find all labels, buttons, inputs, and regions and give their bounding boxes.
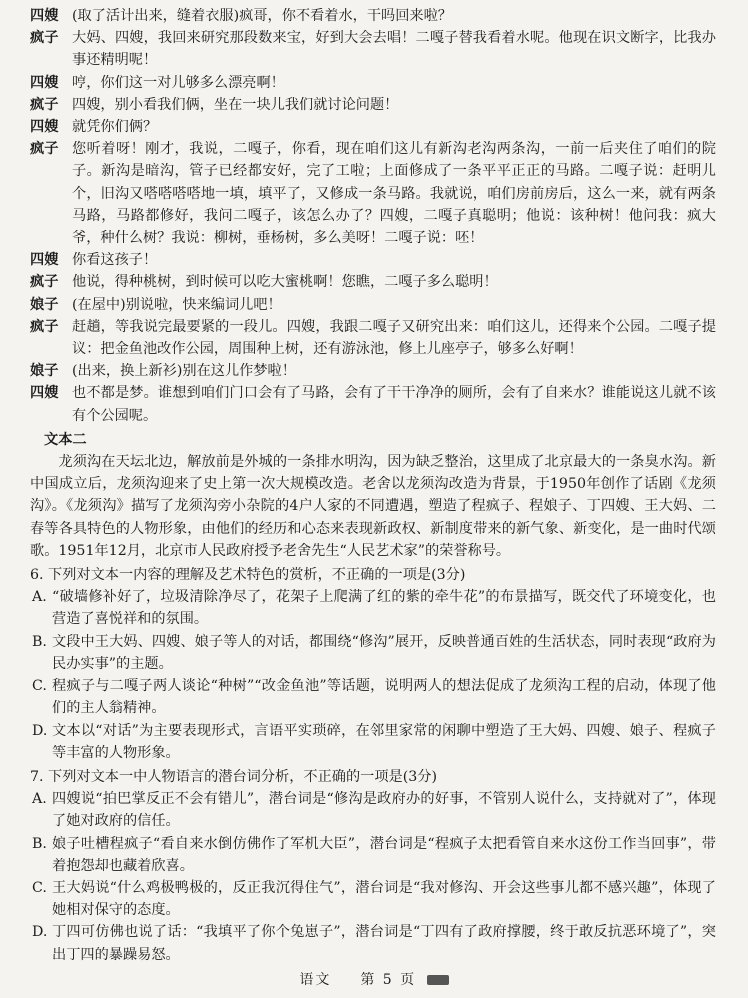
dialogue-line <box>30 294 716 316</box>
option-b <box>30 833 716 877</box>
speaker-name: 四嫂 <box>30 385 59 402</box>
option-label: C. <box>32 678 47 695</box>
question-stem: 7. 下列对文本一中人物语言的潜台词分析，不正确的一项是(3分) <box>30 768 438 785</box>
option-c <box>30 877 716 921</box>
option-a <box>30 788 716 832</box>
option-text: 王大妈说“什么鸡极鸭极的，反正我沉得住气”，潜台词是“我对修沟、开会这些事儿都不感兴趣”，体现了她相对保守的态度。 <box>52 879 716 919</box>
option-label: A. <box>32 589 47 606</box>
dialogue-text: 您听着呀！刚才，我说，二嘎子，你看，现在咱们这儿有新沟老沟两条沟，一前一后夹住了咱们的院子。新沟是暗沟，管子已经都安好，完了工啦；上面修成了一条平平正正的马路。二嘎子说：赶明儿个，旧沟又嗒嗒嗒嗒地一填，填平了，又修成一条马路。我就说，咱们房前房后，这么一来，就有两条马路，马路都修好，我问二嘎子，该怎么办了？四嫂，二嘎子真聪明；他说：该种树！他问我：疯大爷，种什么树？我说：柳树，垂杨树，多么美呀！二嘎子说：呸！ <box>72 141 716 247</box>
footer-mark <box>427 975 449 985</box>
dialogue-line <box>30 316 716 360</box>
text2-title: 文本二 <box>44 431 87 448</box>
option-label: B. <box>32 835 47 852</box>
dialogue-text: (出来，换上新衫)别在这儿作梦啦！ <box>72 363 296 380</box>
dialogue-line <box>30 94 716 116</box>
questions-section <box>30 564 716 966</box>
option-text: 丁四可仿佛也说了话：“我填平了你个兔崽子”，潜台词是“丁四有了政府撑腰，终于敢反抗恶环境了”，突出丁四的暴躁易怒。 <box>52 924 716 963</box>
option-text: 程疯子与二嘎子两人谈论“种树”“改金鱼池”等话题，说明两人的想法促成了龙须沟工程的启动，体现了他们的主人翁精神。 <box>52 678 716 717</box>
speaker-name: 四嫂 <box>30 8 59 24</box>
speaker-name: 娘子 <box>30 363 59 380</box>
speaker-name: 娘子 <box>30 296 59 313</box>
option-label: D. <box>32 924 48 941</box>
speaker-name: 四嫂 <box>30 119 59 136</box>
dialogue-line <box>30 249 716 271</box>
option-text: “破墙修补好了，垃圾清除净尽了，花架子上爬满了红的紫的牵牛花”的布景描写，既交代了环境变化，也营造了喜悦祥和的氛围。 <box>52 589 716 628</box>
dialogue-line <box>30 360 716 382</box>
dialogue-line <box>30 271 716 293</box>
dialogue-section <box>30 5 716 427</box>
dialogue-line <box>30 5 716 27</box>
question-stem: 6. 下列对文本一内容的理解及艺术特色的赏析，不正确的一项是(3分) <box>30 567 466 584</box>
option-label: C. <box>32 879 47 896</box>
dialogue-line <box>30 116 716 138</box>
footer-page: 第 5 页 <box>360 972 417 988</box>
speaker-name: 疯子 <box>30 274 59 291</box>
option-label: B. <box>32 633 47 650</box>
option-label: A. <box>32 791 47 808</box>
dialogue-text: 四嫂，别小看我们俩，坐在一块儿我们就讨论问题！ <box>72 96 399 113</box>
dialogue-text: 他说，得种桃树，到时候可以吃大蜜桃啊！您瞧，二嘎子多么聪明！ <box>72 274 498 291</box>
option-text: 娘子吐槽程疯子“看自来水倒仿佛作了军机大臣”，潜台词是“程疯子太把看管自来水这份工作当回事”，带着抱怨却也藏着欣喜。 <box>52 835 716 874</box>
dialogue-line <box>30 138 716 249</box>
option-d <box>30 921 716 965</box>
option-text: 文本以“对话”为主要表现形式，言语平实琐碎，在邻里家常的闲聊中塑造了王大妈、四嫂、娘子、程疯子等丰富的人物形象。 <box>52 722 716 761</box>
dialogue-text: 也不都是梦。谁想到咱们门口会有了马路，会有了干干净净的厕所，会有了自来水？谁能说这儿就不该有个公园呢。 <box>72 385 716 424</box>
dialogue-text: (在屋中)别说啦，快来编词儿吧！ <box>72 296 282 313</box>
dialogue-text: 就凭你们俩？ <box>72 119 158 136</box>
page-footer <box>0 969 748 991</box>
dialogue-text: 你看这孩子！ <box>72 252 158 269</box>
option-a <box>30 586 716 630</box>
speaker-name: 疯子 <box>30 30 59 47</box>
dialogue-text: 大妈、四嫂，我回来研究那段数来宝，好到大会去唱！二嘎子替我看着水呢。他现在识文断字，比我办事还精明呢！ <box>72 30 716 69</box>
option-b <box>30 631 716 675</box>
dialogue-text: 赶趟，等我说完最要紧的一段儿。四嫂，我跟二嘎子又研究出来：咱们这儿，还得来个公园。二嘎子提议：把金鱼池改作公园，周围种上树，还有游泳池，修上儿座亭子，够多么好啊！ <box>72 318 716 358</box>
option-c <box>30 675 716 719</box>
speaker-name: 四嫂 <box>30 74 59 91</box>
dialogue-line <box>30 382 716 426</box>
option-text: 文段中王大妈、四嫂、娘子等人的对话，都围绕“修沟”展开，反映普通百姓的生活状态，同时表现“政府为民办实事”的主题。 <box>52 633 716 672</box>
speaker-name: 四嫂 <box>30 252 59 269</box>
option-text: 四嫂说“拍巴掌反正不会有错儿”，潜台词是“修沟是政府办的好事，不管别人说什么，支持就对了”，体现了她对政府的信任。 <box>52 791 716 830</box>
footer-subject: 语文 <box>299 972 332 988</box>
dialogue-text: (取了活计出来，缝着衣服)疯哥，你不看着水，干吗回来啦？ <box>72 8 452 24</box>
speaker-name: 疯子 <box>30 96 59 113</box>
question-7 <box>30 766 716 966</box>
dialogue-line <box>30 72 716 94</box>
option-d <box>30 720 716 764</box>
dialogue-text: 哼，你们这一对儿够多么漂亮啊！ <box>72 74 285 91</box>
text2-body: 龙须沟在天坛北边，解放前是外城的一条排水明沟，因为缺乏整治，这里成了北京最大的一条臭水沟。新中国成立后，龙须沟迎来了史上第一次大规模改造。老舍以龙须沟改造为背景，于1950年创作了话剧《龙须沟》。《龙须沟》描写了龙须沟旁小杂院的4户人家的不同遭遇，塑造了程疯子、程娘子、丁四嫂、王大妈、二春等各具特色的人物形象，由他们的经历和心态来表现新政权、新制度带来的新气象、新变化，是一曲时代颂歌。1951年12月，北京市人民政府授予老舍先生“人民艺术家”的荣誉称号。 <box>30 454 716 559</box>
dialogue-line <box>30 27 716 71</box>
option-label: D. <box>32 722 48 739</box>
speaker-name: 疯子 <box>30 141 59 158</box>
speaker-name: 疯子 <box>30 318 59 335</box>
question-6 <box>30 564 716 764</box>
